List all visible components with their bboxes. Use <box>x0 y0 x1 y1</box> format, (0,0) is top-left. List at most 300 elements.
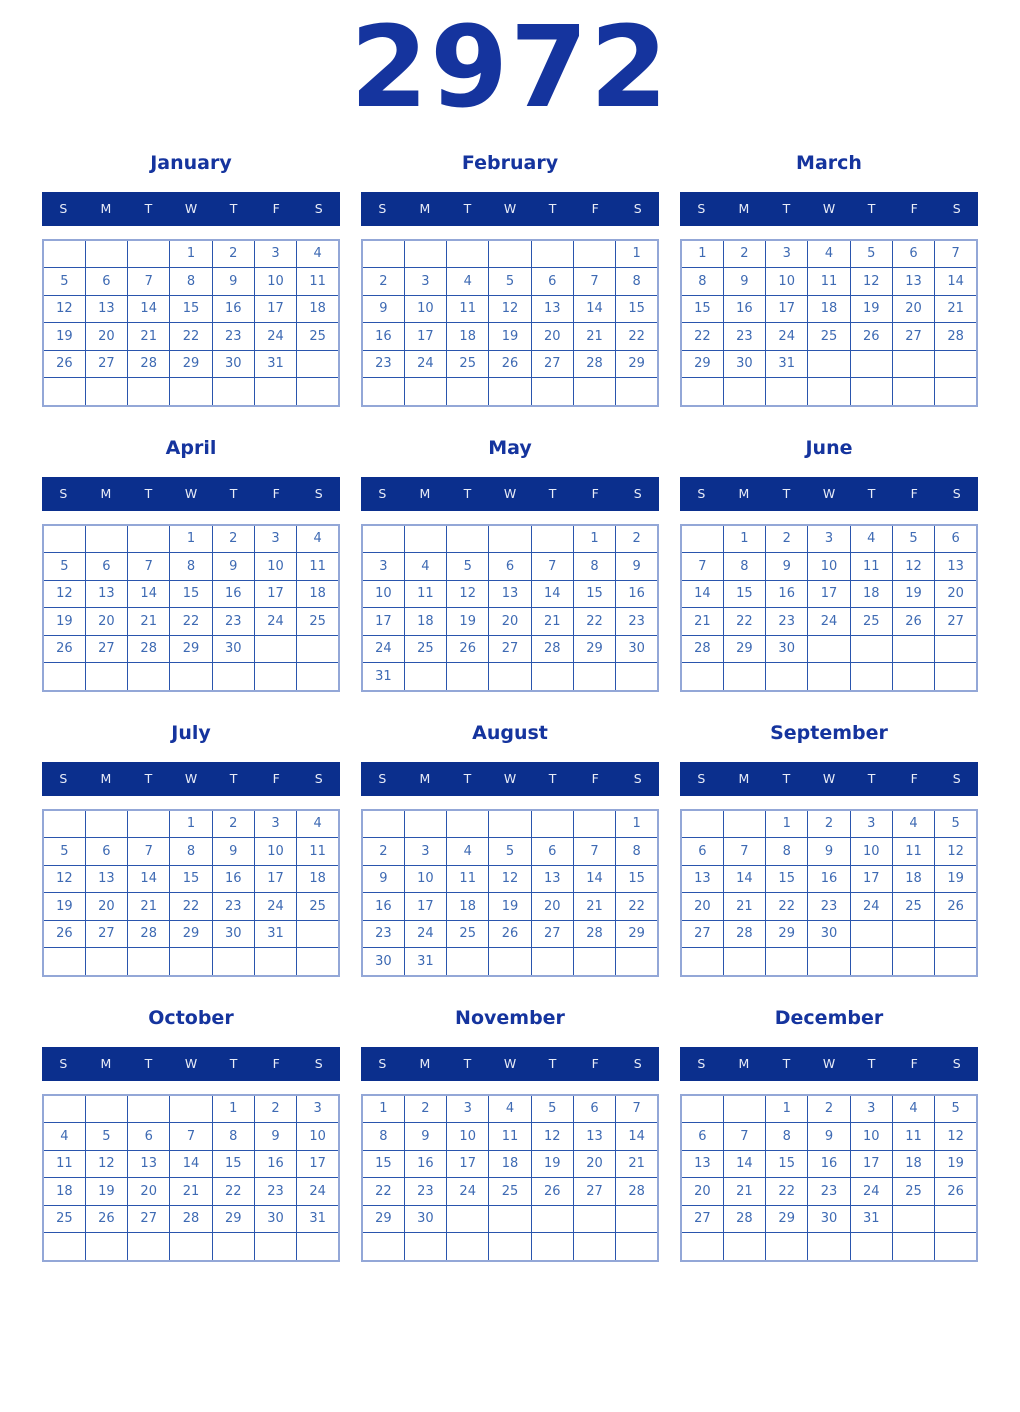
date-cell: 23 <box>362 920 404 948</box>
weekday-label: T <box>229 1056 238 1072</box>
weekday-label: F <box>591 1056 599 1072</box>
empty-cell <box>447 1233 489 1261</box>
date-cell: 28 <box>723 1205 765 1233</box>
date-cell: 21 <box>681 608 723 636</box>
empty-cell <box>850 378 892 406</box>
empty-cell <box>850 1233 892 1261</box>
date-cell: 6 <box>681 1123 723 1151</box>
date-cell: 7 <box>681 553 723 581</box>
date-cell: 12 <box>935 838 977 866</box>
week-row <box>681 350 977 378</box>
date-cell: 25 <box>404 635 446 663</box>
date-cell: 25 <box>850 608 892 636</box>
weekday-label: F <box>272 201 280 217</box>
month-block <box>361 429 659 692</box>
year-title: 2972 <box>350 3 670 133</box>
week-row <box>362 1205 658 1233</box>
date-cell: 2 <box>254 1095 296 1123</box>
date-cell: 17 <box>404 323 446 351</box>
weekday-label: M <box>738 771 750 787</box>
date-cell: 3 <box>404 268 446 296</box>
weekday-label: M <box>738 486 750 502</box>
empty-cell <box>681 525 723 553</box>
date-cell: 5 <box>447 553 489 581</box>
week-row <box>43 323 339 351</box>
weekday-header <box>42 762 340 796</box>
weekday-header <box>361 1047 659 1081</box>
date-cell: 22 <box>766 1178 808 1206</box>
month-name: December <box>774 1006 884 1029</box>
date-grid <box>42 239 340 407</box>
weekday-label: S <box>697 201 706 217</box>
date-cell: 12 <box>447 580 489 608</box>
date-cell: 12 <box>85 1150 127 1178</box>
date-cell: 27 <box>85 350 127 378</box>
week-row <box>681 1205 977 1233</box>
weekday-label: W <box>822 201 836 217</box>
week-row <box>362 553 658 581</box>
empty-cell <box>850 663 892 691</box>
date-cell: 21 <box>531 608 573 636</box>
weekday-label: M <box>738 1056 750 1072</box>
date-cell: 15 <box>573 580 615 608</box>
empty-cell <box>297 635 339 663</box>
date-cell: 10 <box>808 553 850 581</box>
date-cell: 16 <box>362 893 404 921</box>
empty-cell <box>447 240 489 268</box>
empty-cell <box>766 663 808 691</box>
date-cell: 28 <box>128 635 170 663</box>
date-cell: 20 <box>681 1178 723 1206</box>
week-row <box>43 810 339 838</box>
week-row <box>362 580 658 608</box>
weekday-label: M <box>100 486 112 502</box>
empty-cell <box>85 948 127 976</box>
weekday-header <box>680 192 978 226</box>
date-cell: 19 <box>85 1178 127 1206</box>
empty-cell <box>128 378 170 406</box>
date-cell: 9 <box>616 553 658 581</box>
date-cell: 27 <box>681 1205 723 1233</box>
date-cell: 14 <box>128 865 170 893</box>
week-row <box>362 1095 658 1123</box>
week-row <box>43 350 339 378</box>
date-cell: 14 <box>170 1150 212 1178</box>
date-cell: 12 <box>892 553 934 581</box>
empty-cell <box>489 810 531 838</box>
date-cell: 18 <box>892 1150 934 1178</box>
weekday-label: T <box>782 1056 791 1072</box>
empty-cell <box>808 635 850 663</box>
date-cell: 23 <box>212 323 254 351</box>
empty-cell <box>723 810 765 838</box>
date-cell: 11 <box>404 580 446 608</box>
date-cell: 5 <box>43 268 85 296</box>
date-cell: 24 <box>404 920 446 948</box>
empty-cell <box>723 378 765 406</box>
month-name: June <box>805 436 853 459</box>
date-cell: 26 <box>489 920 531 948</box>
date-cell: 27 <box>85 920 127 948</box>
date-cell: 25 <box>43 1205 85 1233</box>
empty-cell <box>616 663 658 691</box>
empty-cell <box>935 948 977 976</box>
date-cell: 15 <box>170 865 212 893</box>
empty-cell <box>935 350 977 378</box>
month-name: January <box>150 151 232 174</box>
month-block <box>361 999 659 1262</box>
date-cell: 10 <box>404 295 446 323</box>
date-cell: 31 <box>766 350 808 378</box>
date-cell: 22 <box>170 323 212 351</box>
weekday-label: T <box>867 1056 876 1072</box>
weekday-label: S <box>314 201 323 217</box>
date-cell: 1 <box>766 810 808 838</box>
date-cell: 15 <box>681 295 723 323</box>
weekday-label: S <box>59 771 68 787</box>
date-cell: 28 <box>531 635 573 663</box>
weekday-label: S <box>59 201 68 217</box>
month-name: August <box>472 721 548 744</box>
month-name: March <box>796 151 862 174</box>
date-cell: 3 <box>297 1095 339 1123</box>
date-grid <box>361 809 659 977</box>
date-cell: 7 <box>723 838 765 866</box>
date-cell: 12 <box>43 295 85 323</box>
empty-cell <box>616 1205 658 1233</box>
empty-cell <box>85 1095 127 1123</box>
date-cell: 24 <box>254 608 296 636</box>
date-cell: 3 <box>850 810 892 838</box>
empty-cell <box>573 948 615 976</box>
empty-cell <box>85 378 127 406</box>
date-cell: 30 <box>404 1205 446 1233</box>
week-row <box>362 635 658 663</box>
weekday-label: M <box>419 201 431 217</box>
weekday-label: S <box>378 486 387 502</box>
date-cell: 18 <box>43 1178 85 1206</box>
date-cell: 26 <box>43 635 85 663</box>
weekday-label: T <box>782 486 791 502</box>
date-cell: 4 <box>297 525 339 553</box>
week-row <box>362 323 658 351</box>
date-cell: 4 <box>892 1095 934 1123</box>
weekday-label: T <box>548 486 557 502</box>
date-cell: 23 <box>808 1178 850 1206</box>
date-cell: 23 <box>808 893 850 921</box>
date-cell: 22 <box>616 323 658 351</box>
empty-cell <box>43 948 85 976</box>
empty-cell <box>723 663 765 691</box>
date-cell: 29 <box>616 350 658 378</box>
date-cell: 15 <box>766 1150 808 1178</box>
empty-cell <box>681 378 723 406</box>
date-cell: 7 <box>935 240 977 268</box>
date-cell: 27 <box>681 920 723 948</box>
empty-cell <box>531 1205 573 1233</box>
date-cell: 2 <box>212 525 254 553</box>
date-cell: 16 <box>212 295 254 323</box>
weekday-header <box>42 1047 340 1081</box>
date-grid <box>361 1094 659 1262</box>
date-cell: 19 <box>489 893 531 921</box>
date-cell: 13 <box>531 295 573 323</box>
date-cell: 14 <box>723 865 765 893</box>
date-cell: 10 <box>254 838 296 866</box>
week-row <box>362 608 658 636</box>
date-cell: 4 <box>297 240 339 268</box>
date-cell: 2 <box>212 810 254 838</box>
empty-cell <box>935 1233 977 1261</box>
weekday-label: F <box>591 486 599 502</box>
week-row <box>681 295 977 323</box>
date-cell: 29 <box>573 635 615 663</box>
empty-cell <box>297 920 339 948</box>
date-cell: 6 <box>85 838 127 866</box>
date-cell: 9 <box>212 838 254 866</box>
date-cell: 7 <box>128 553 170 581</box>
date-cell: 7 <box>128 838 170 866</box>
date-cell: 19 <box>531 1150 573 1178</box>
empty-cell <box>362 378 404 406</box>
empty-cell <box>212 1233 254 1261</box>
date-cell: 20 <box>681 893 723 921</box>
empty-cell <box>85 240 127 268</box>
empty-cell <box>892 920 934 948</box>
date-cell: 18 <box>404 608 446 636</box>
date-cell: 17 <box>254 580 296 608</box>
empty-cell <box>128 240 170 268</box>
date-cell: 19 <box>892 580 934 608</box>
weekday-label: M <box>419 1056 431 1072</box>
date-cell: 13 <box>85 865 127 893</box>
date-cell: 27 <box>489 635 531 663</box>
week-row <box>43 1123 339 1151</box>
month-name: May <box>488 436 532 459</box>
date-cell: 19 <box>489 323 531 351</box>
date-cell: 23 <box>254 1178 296 1206</box>
empty-cell <box>128 948 170 976</box>
date-cell: 6 <box>573 1095 615 1123</box>
date-cell: 27 <box>531 350 573 378</box>
empty-cell <box>808 350 850 378</box>
date-cell: 24 <box>362 635 404 663</box>
weekday-label: T <box>463 486 472 502</box>
date-grid <box>42 1094 340 1262</box>
month-block <box>680 429 978 692</box>
date-cell: 20 <box>489 608 531 636</box>
week-row <box>362 240 658 268</box>
empty-cell <box>43 1095 85 1123</box>
date-cell: 30 <box>212 350 254 378</box>
date-cell: 22 <box>616 893 658 921</box>
week-row <box>362 865 658 893</box>
week-row <box>681 663 977 691</box>
date-cell: 29 <box>170 635 212 663</box>
empty-cell <box>573 1233 615 1261</box>
empty-cell <box>531 663 573 691</box>
date-cell: 8 <box>616 268 658 296</box>
empty-cell <box>447 663 489 691</box>
date-cell: 30 <box>254 1205 296 1233</box>
date-cell: 31 <box>297 1205 339 1233</box>
date-cell: 1 <box>616 240 658 268</box>
date-cell: 20 <box>935 580 977 608</box>
date-cell: 13 <box>128 1150 170 1178</box>
week-row <box>43 893 339 921</box>
date-cell: 9 <box>723 268 765 296</box>
empty-cell <box>297 948 339 976</box>
date-cell: 24 <box>254 323 296 351</box>
date-cell: 8 <box>766 838 808 866</box>
date-cell: 18 <box>297 580 339 608</box>
date-cell: 27 <box>573 1178 615 1206</box>
date-cell: 30 <box>212 635 254 663</box>
date-cell: 11 <box>297 838 339 866</box>
date-cell: 27 <box>935 608 977 636</box>
date-cell: 2 <box>212 240 254 268</box>
week-row <box>43 1178 339 1206</box>
date-cell: 18 <box>892 865 934 893</box>
empty-cell <box>362 525 404 553</box>
empty-cell <box>616 948 658 976</box>
date-cell: 11 <box>850 553 892 581</box>
empty-cell <box>531 810 573 838</box>
date-cell: 21 <box>170 1178 212 1206</box>
weekday-label: S <box>59 1056 68 1072</box>
empty-cell <box>766 378 808 406</box>
week-row <box>681 525 977 553</box>
weekday-label: T <box>548 771 557 787</box>
date-cell: 31 <box>254 350 296 378</box>
date-cell: 1 <box>170 810 212 838</box>
date-cell: 28 <box>573 350 615 378</box>
month-block <box>42 429 340 692</box>
date-cell: 27 <box>85 635 127 663</box>
date-cell: 10 <box>850 1123 892 1151</box>
weekday-header <box>42 192 340 226</box>
weekday-label: W <box>822 771 836 787</box>
date-cell: 21 <box>935 295 977 323</box>
date-cell: 5 <box>850 240 892 268</box>
date-cell: 16 <box>723 295 765 323</box>
week-row <box>681 1095 977 1123</box>
date-cell: 18 <box>489 1150 531 1178</box>
weekday-label: S <box>314 1056 323 1072</box>
date-cell: 5 <box>489 838 531 866</box>
empty-cell <box>616 378 658 406</box>
empty-cell <box>362 1233 404 1261</box>
week-row <box>362 295 658 323</box>
weekday-label: T <box>463 771 472 787</box>
empty-cell <box>404 663 446 691</box>
weekday-label: W <box>822 486 836 502</box>
date-cell: 30 <box>212 920 254 948</box>
date-cell: 13 <box>681 865 723 893</box>
date-cell: 3 <box>766 240 808 268</box>
weekday-label: W <box>184 201 198 217</box>
week-row <box>681 893 977 921</box>
date-cell: 15 <box>362 1150 404 1178</box>
date-cell: 25 <box>892 893 934 921</box>
empty-cell <box>723 1233 765 1261</box>
date-cell: 30 <box>808 1205 850 1233</box>
empty-cell <box>297 350 339 378</box>
empty-cell <box>766 948 808 976</box>
date-cell: 4 <box>850 525 892 553</box>
date-cell: 25 <box>297 608 339 636</box>
week-row <box>362 1233 658 1261</box>
date-cell: 30 <box>766 635 808 663</box>
weekday-label: F <box>272 486 280 502</box>
weekday-label: T <box>229 486 238 502</box>
empty-cell <box>935 663 977 691</box>
date-cell: 26 <box>892 608 934 636</box>
date-cell: 18 <box>297 295 339 323</box>
date-cell: 23 <box>616 608 658 636</box>
date-cell: 30 <box>362 948 404 976</box>
empty-cell <box>43 1233 85 1261</box>
empty-cell <box>489 378 531 406</box>
date-cell: 11 <box>892 838 934 866</box>
date-cell: 10 <box>254 268 296 296</box>
weekday-label: S <box>952 486 961 502</box>
date-cell: 25 <box>447 920 489 948</box>
empty-cell <box>254 378 296 406</box>
date-cell: 15 <box>170 580 212 608</box>
empty-cell <box>935 635 977 663</box>
date-cell: 19 <box>935 1150 977 1178</box>
date-cell: 10 <box>362 580 404 608</box>
empty-cell <box>404 1233 446 1261</box>
date-cell: 9 <box>362 295 404 323</box>
date-cell: 6 <box>935 525 977 553</box>
empty-cell <box>85 1233 127 1261</box>
date-cell: 26 <box>43 920 85 948</box>
date-cell: 11 <box>297 268 339 296</box>
date-cell: 30 <box>723 350 765 378</box>
empty-cell <box>808 378 850 406</box>
empty-cell <box>297 378 339 406</box>
date-cell: 8 <box>723 553 765 581</box>
month-name: September <box>770 721 888 744</box>
weekday-label: S <box>314 486 323 502</box>
date-cell: 2 <box>723 240 765 268</box>
weekday-label: S <box>378 771 387 787</box>
week-row <box>43 553 339 581</box>
weekday-label: T <box>548 201 557 217</box>
week-row <box>681 1123 977 1151</box>
weekday-label: T <box>867 486 876 502</box>
empty-cell <box>43 378 85 406</box>
date-cell: 1 <box>170 240 212 268</box>
date-cell: 15 <box>723 580 765 608</box>
weekday-label: F <box>591 201 599 217</box>
empty-cell <box>404 378 446 406</box>
date-cell: 29 <box>766 920 808 948</box>
week-row <box>43 1095 339 1123</box>
date-cell: 27 <box>892 323 934 351</box>
date-cell: 4 <box>43 1123 85 1151</box>
weekday-label: T <box>463 1056 472 1072</box>
empty-cell <box>681 1095 723 1123</box>
week-row <box>681 810 977 838</box>
empty-cell <box>681 948 723 976</box>
date-cell: 21 <box>573 323 615 351</box>
date-cell: 3 <box>850 1095 892 1123</box>
date-cell: 1 <box>573 525 615 553</box>
empty-cell <box>297 663 339 691</box>
